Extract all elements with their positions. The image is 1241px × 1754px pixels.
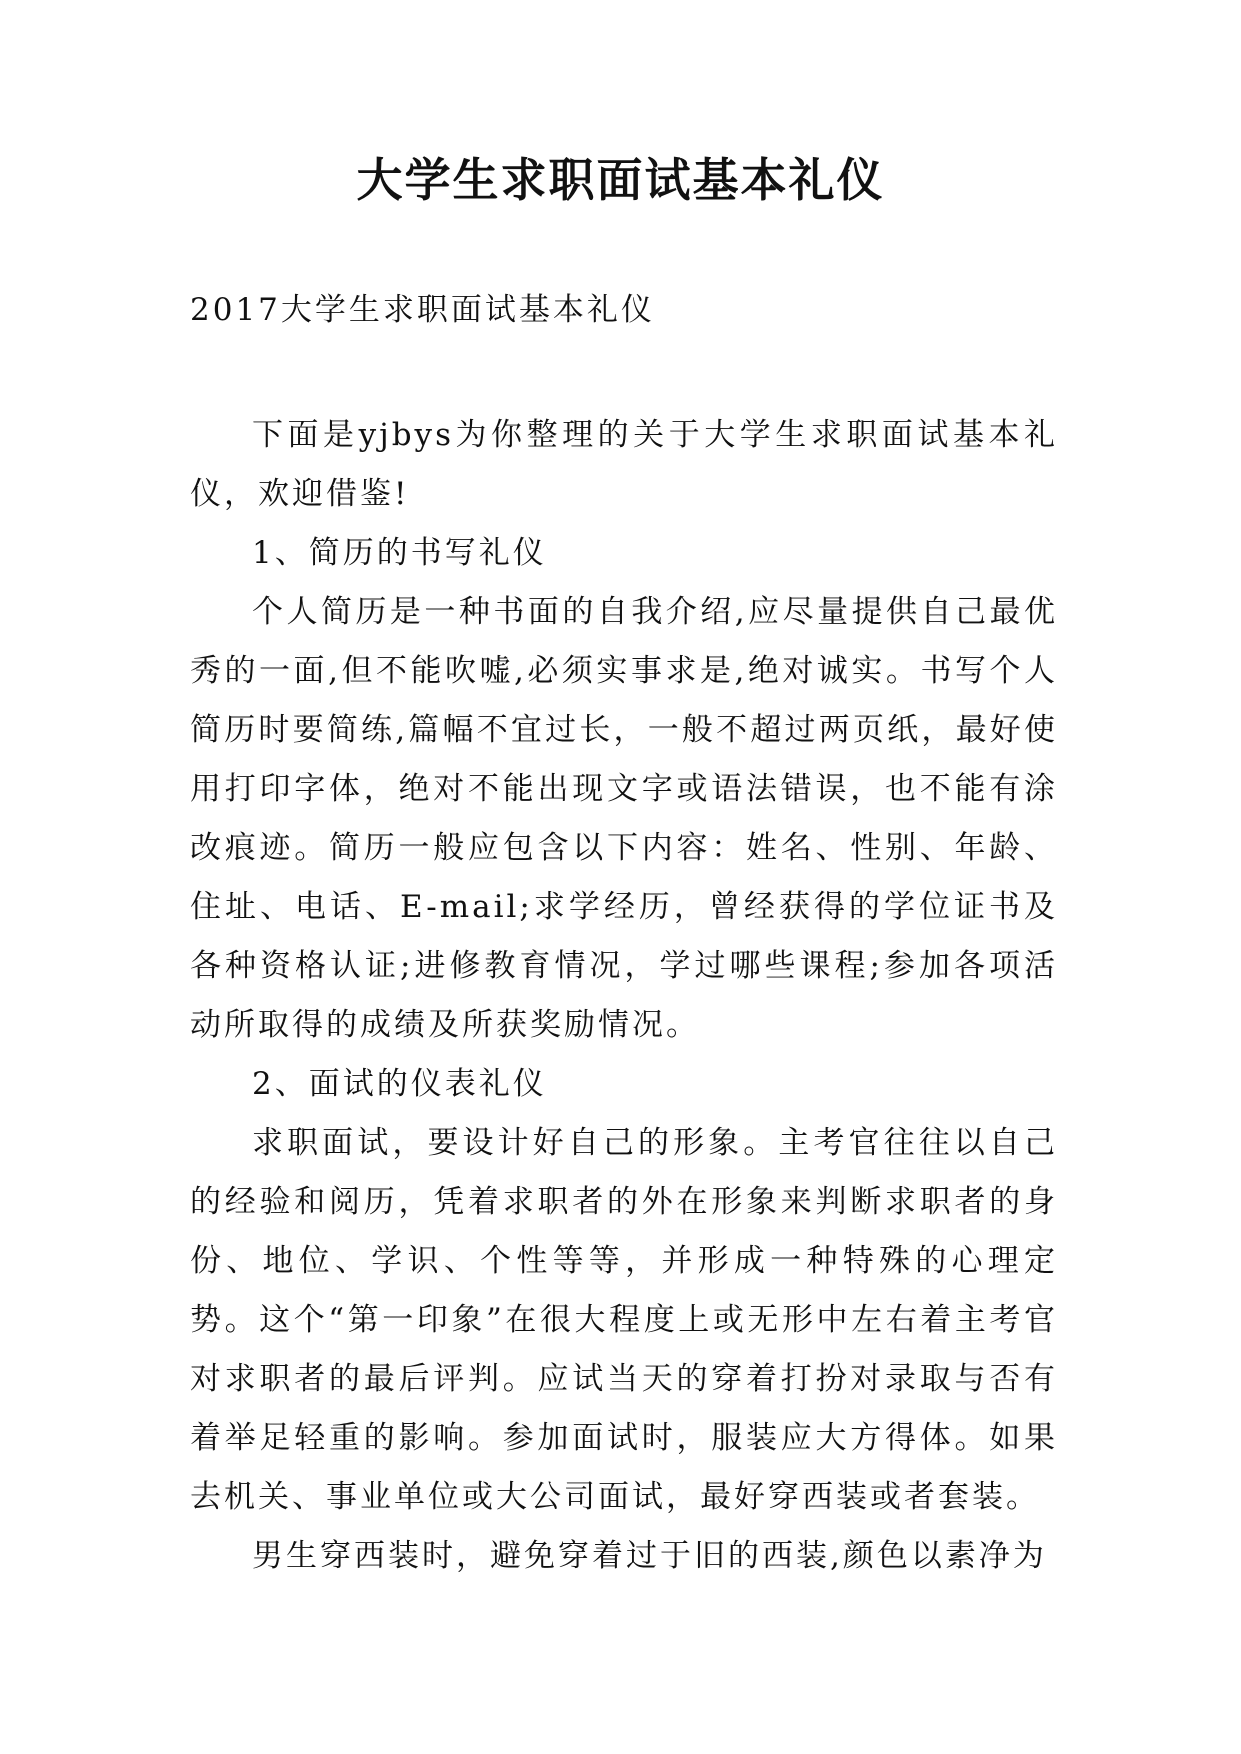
paragraph-resume: 个人简历是一种书面的自我介绍,应尽量提供自己最优秀的一面,但不能吹嘘,必须实事求是,绝对诚实。书写个人简历时要简练,篇幅不宜过长，一般不超过两页纸，最好使用打印字体，绝对不能出现文字或语法错误，也不能有涂改痕迹。简历一般应包含以下内容：姓名、性别、年龄、住址、电话、E-mail;求学经历，曾经获得的学位证书及各种资格认证;进修教育情况，学过哪些课程;参加各项活动所取得的成绩及所获奖励情况。 <box>190 594 1058 1043</box>
document-subtitle: 2017大学生求职面试基本礼仪 <box>190 292 655 328</box>
section-heading-resume: 1、简历的书写礼仪 <box>252 535 547 571</box>
paragraph-intro: 下面是yjbys为你整理的关于大学生求职面试基本礼仪，欢迎借鉴! <box>190 417 1058 512</box>
document-title: 大学生求职面试基本礼仪 <box>356 153 885 207</box>
document-body <box>190 406 1058 1586</box>
paragraph-appearance: 求职面试，要设计好自己的形象。主考官往往以自己的经验和阅历，凭着求职者的外在形象来判断求职者的身份、地位、学识、个性等等，并形成一种特殊的心理定势。这个“第一印象”在很大程度上或无形中左右着主考官对求职者的最后评判。应试当天的穿着打扮对录取与否有着举足轻重的影响。参加面试时，服装应大方得体。如果去机关、事业单位或大公司面试，最好穿西装或者套装。 <box>190 1125 1058 1515</box>
section-heading-appearance: 2、面试的仪表礼仪 <box>252 1066 547 1102</box>
paragraph-suit: 男生穿西装时，避免穿着过于旧的西装,颜色以素净为 <box>252 1538 1047 1574</box>
